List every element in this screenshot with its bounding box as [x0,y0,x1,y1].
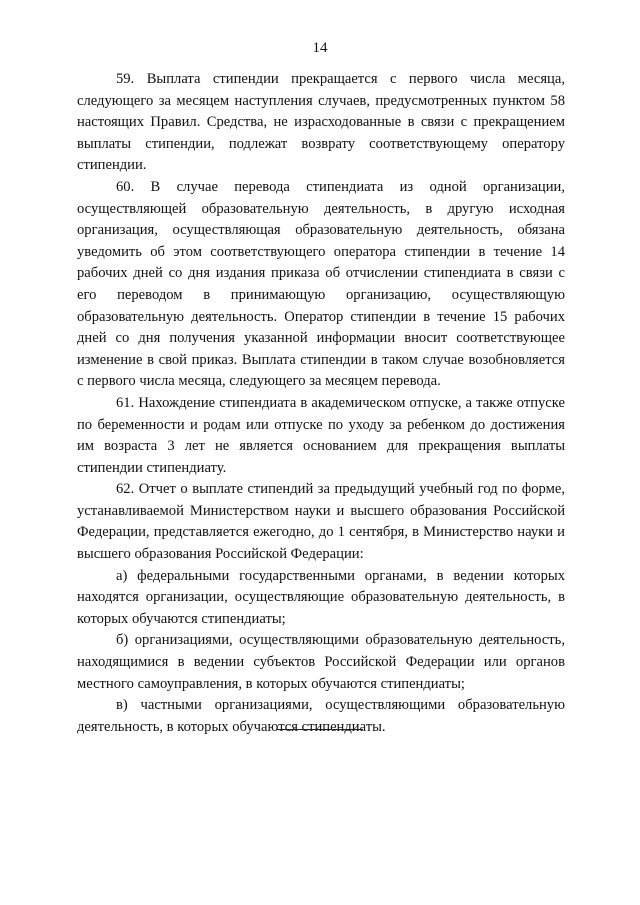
paragraph-62-b: б) организациями, осуществляющими образовательную деятельность, находящимися в ведении субъектов Российской Федерации или органов местного самоуправления, в которых обучаются стипендиаты; [77,632,565,692]
end-separator-line [276,729,363,730]
paragraph-62-a: а) федеральными государственными органами, в ведении которых находятся организации, осуществляющие образовательную деятельность, в которых обучаются стипендиаты; [77,567,565,627]
document-body [77,69,565,738]
page-number: 14 [312,40,328,56]
paragraph-61: 61. Нахождение стипендиата в академическом отпуске, а также отпуске по беременности и родам или отпуске по уходу за ребенком до достижения им возраста 3 лет не является основанием для прекращения выплаты стипендии стипендиату. [77,394,565,476]
paragraph-62-c: в) частными организациями, осуществляющими образовательную деятельность, в которых обучаются стипендиаты. [77,697,565,735]
paragraph-60: 60. В случае перевода стипендиата из одной организации, осуществляющей образовательную деятельность, в другую исходная организация, осуществляющая образовательную деятельность, обязана уведомить об этом соответствующего оператора стипендии в течение 14 рабочих дней со дня издания приказа об отчислении стипендиата в связи с его переводом в принимающую организацию, осуществляющую образовательную деятельность. Оператор стипендии в течение 15 рабочих дней со дня получения указанной информации вносит соответствующее изменение в свой приказ. Выплата стипендии в таком случае возобновляется с первого числа месяца, следующего за месяцем перевода. [77,178,565,390]
paragraph-59: 59. Выплата стипендии прекращается с первого числа месяца, следующего за месяцем наступления случаев, предусмотренных пунктом 58 настоящих Правил. Средства, не израсходованные в связи с прекращением выплаты стипендии, подлежат возврату соответствующему оператору стипендии. [77,71,565,174]
paragraph-62: 62. Отчет о выплате стипендий за предыдущий учебный год по форме, устанавливаемой Министерством науки и высшего образования Российской Федерации, представляется ежегодно, до 1 сентября, в Министерство науки и высшего образования Российской Федерации: [77,481,565,563]
